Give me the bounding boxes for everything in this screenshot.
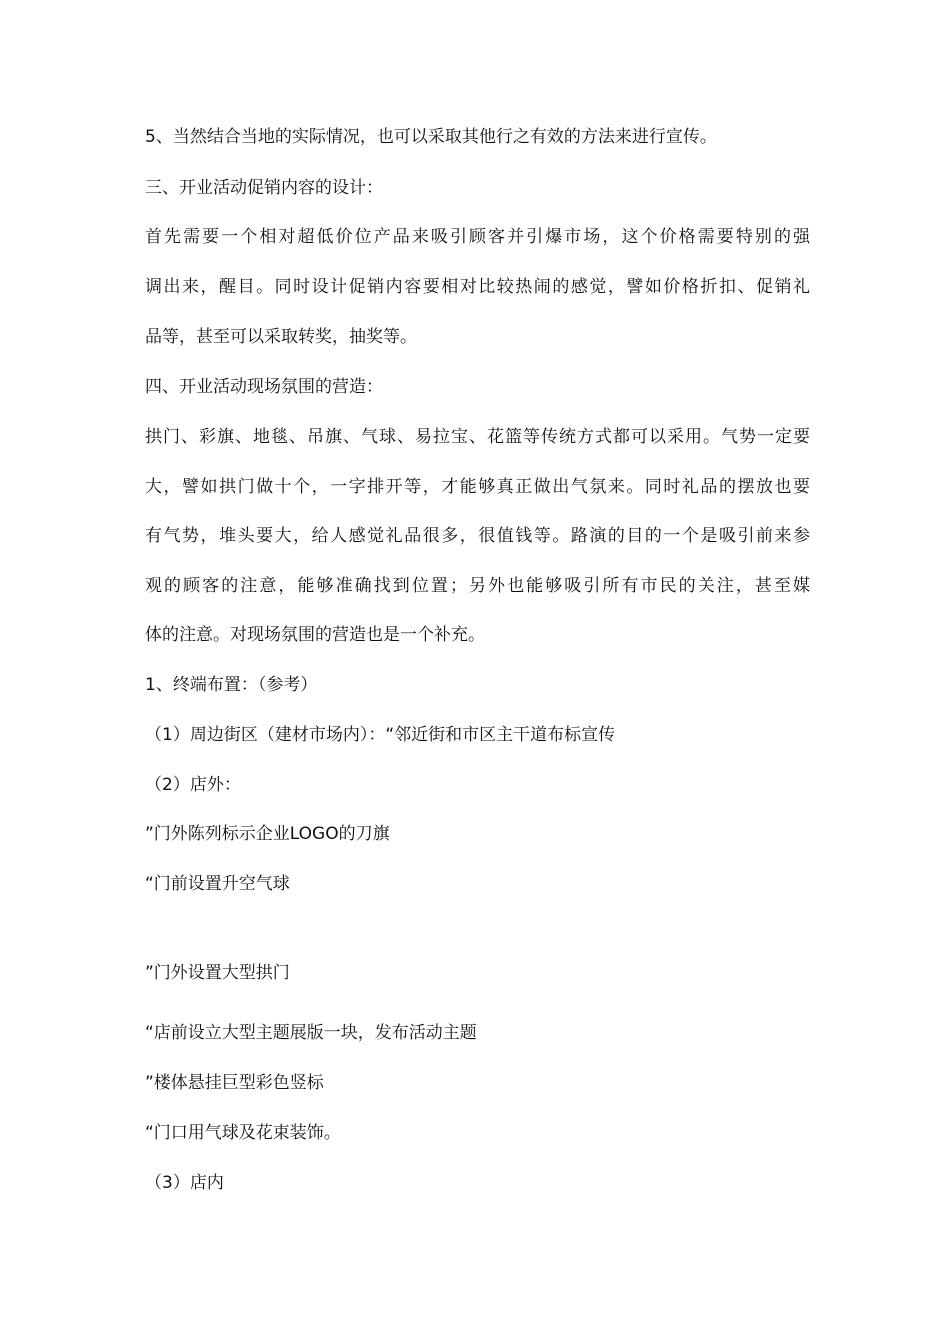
list-item: （1）周边街区（建材市场内）：“邻近街和市区主干道布标宣传 <box>145 725 616 745</box>
text-line: 品等，甚至可以采取转奖，抽奖等。 <box>145 327 417 347</box>
text-line: 体的注意。对现场氛围的营造也是一个补充。 <box>145 625 485 645</box>
list-item: （2）店外： <box>145 775 241 795</box>
subsection-heading: 1、终端布置：（参考） <box>145 675 318 695</box>
text-line: 5、当然结合当地的实际情况，也可以采取其他行之有效的方法来进行宣传。 <box>145 127 717 147</box>
list-item: ”门外陈列标示企业LOGO的刀旗 <box>145 824 390 844</box>
list-item: （3）店内 <box>145 1173 224 1193</box>
list-item: “门前设置升空气球 <box>145 874 290 894</box>
text-line: 有气势，堆头要大，给人感觉礼品很多，很值钱等。路演的目的一个是吸引前来参 <box>145 526 810 546</box>
section-heading: 三、开业活动促销内容的设计： <box>145 178 383 198</box>
text-line: 拱门、彩旗、地毯、吊旗、气球、易拉宝、花篮等传统方式都可以采用。气势一定要 <box>145 427 810 447</box>
section-heading: 四、开业活动现场氛围的营造： <box>145 377 383 397</box>
list-item: ”楼体悬挂巨型彩色竖标 <box>145 1073 324 1093</box>
list-item: “门口用气球及花束装饰。 <box>145 1123 341 1143</box>
text-line: 观的顾客的注意，能够准确找到位置；另外也能够吸引所有市民的关注，甚至媒 <box>145 576 810 596</box>
list-item: ”门外设置大型拱门 <box>145 963 290 983</box>
text-line: 大，譬如拱门做十个，一字排开等，才能够真正做出气氛来。同时礼品的摆放也要 <box>145 477 810 497</box>
list-item: “店前设立大型主题展版一块，发布活动主题 <box>145 1023 477 1043</box>
text-line: 首先需要一个相对超低价位产品来吸引顾客并引爆市场，这个价格需要特别的强 <box>145 227 810 247</box>
text-line: 调出来，醒目。同时设计促销内容要相对比较热闹的感觉，譬如价格折扣、促销礼 <box>145 277 810 297</box>
